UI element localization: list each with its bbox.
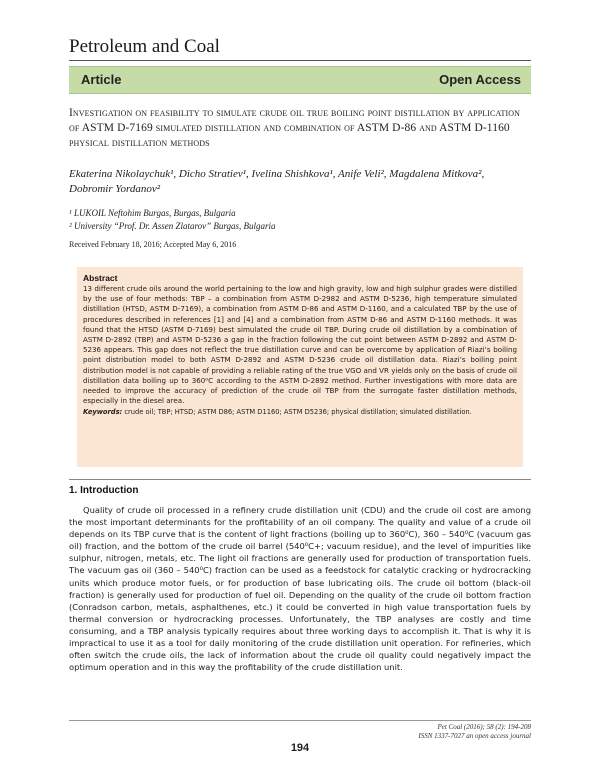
keywords-label: Keywords: xyxy=(83,408,123,417)
abstract-text: 13 different crude oils around the world pertaining to the low and high gravity, low and high sulphur grades were distilled by the use of four methods: TBP – a combination from ASTM D-2982 and ASTM D-5236, high temperature simulated distillation (HTSD, ASTM D-7169), a combination from ASTM D-86 and ASTM D-1160, and a calculated TBP by the use of procedures described in references [1] and [4] and a combination from ASTM D-86 and ASTM D-1160 methods. It was found that the HTSD (ASTM D-7169) best simulated the crude oil TBP. During crude oil distillation by a combination of ASTM D-2892 (TBP) and ASTM D-5236 a gap in the fraction following the cut point between ASTM D-2892 and ASTM D-5236 appears. This gap does not reflect the true distillation curve and can be overcome by application of Riazi’s boiling point distribution model to both ASTM D-2892 and ASTM D-5236 crude oil distillation data. Riazi’s boiling point distribution model is not capable of providing a reliable rating of the true VGO and VR yields only on the basis of crude oil distillation data boiling up to 360⁰C according to the ASTM D-2892 method. Further investigations with more data are needed to improve the accuracy of prediction of the crude oil TBP from the surrogate faster distillation methods, especially in the diesel area. xyxy=(83,284,517,406)
article-type-bar xyxy=(69,66,531,94)
author-list: Ekaterina Nikolaychuk¹, Dicho Stratiev¹, Ivelina Shishkova¹, Anife Veli², Magdalena Mitkova², Dobromir Yordanov² xyxy=(69,168,485,195)
received-date: Received February 18, 2016; Accepted May 6, 2016 xyxy=(69,240,237,249)
keywords xyxy=(83,408,517,417)
introduction-paragraph: Quality of crude oil processed in a refinery crude distillation unit (CDU) and the crude oil cost are among the most important determinants for the profitability of an oil company. The quality and value of a crude oil depends on its TBP curve that is the content of light fractions (boiling up to 360⁰C), 360 – 540⁰C (vacuum gas oil) fraction, and the bottom of the crude oil barrel (540⁰C+; vacuum residue), and the level of impurities like sulphur, nitrogen, metals, etc. The light oil fractions are generally used for production of transportation fuels. The vacuum gas oil (360 – 540⁰C) fraction can be used as a feedstock for catalytic cracking or hydrocracking units which produce motor fuels, or for production of base lubricating oils. The crude oil bottom (black-oil fraction) is generally used for production of fuel oil. Depending on the quality of the crude oil bottom fraction (Conradson carbon, metals, asphalthenes, etc.) it could be converted in high value transportation fuels by thermal conversion or hydrocracking processes. Unfortunately, the TBP analyses are costly and time consuming, and a TBP analysis typically requires about three working days to accomplish it. That is why it is impractical to use it as a tool for daily monitoring of the crude distillation unit operation. For refineries, which often switch the crude oils, the lack of information about the crude oil quality could negatively impact the optimum operation and in this way the profitability of the crude distillation unit. xyxy=(69,505,531,673)
abstract-heading: Abstract xyxy=(83,273,118,283)
footer-issn: ISSN 1337-7027 an open access journal xyxy=(418,732,531,740)
abstract-box xyxy=(77,267,523,467)
open-access-label: Open Access xyxy=(439,72,521,87)
journal-title: Petroleum and Coal xyxy=(69,36,220,57)
footer-citation: Pet Coal (2016); 58 (2): 194-208 xyxy=(437,723,531,731)
article-type-label: Article xyxy=(81,72,122,87)
footer-divider xyxy=(69,720,531,721)
section-heading-introduction: 1. Introduction xyxy=(69,485,139,496)
keywords-list: crude oil; TBP; HTSD; ASTM D86; ASTM D1160; ASTM D5236; physical distillation; simulated distillation. xyxy=(122,408,472,417)
page-number: 194 xyxy=(290,742,310,754)
paper-title: Investigation on feasibility to simulate crude oil true boiling point distillation by application of ASTM D-7169 simulated distillation and combination of ASTM D-86 and ASTM D-1160 physical distillation methods xyxy=(69,107,520,149)
header-divider xyxy=(69,60,531,61)
affiliation-2: ² University “Prof. Dr. Assen Zlatarov” Burgas, Bulgaria xyxy=(69,221,276,231)
affiliation-1: ¹ LUKOIL Neftohim Burgas, Burgas, Bulgaria xyxy=(69,208,236,218)
section-divider xyxy=(69,479,531,480)
